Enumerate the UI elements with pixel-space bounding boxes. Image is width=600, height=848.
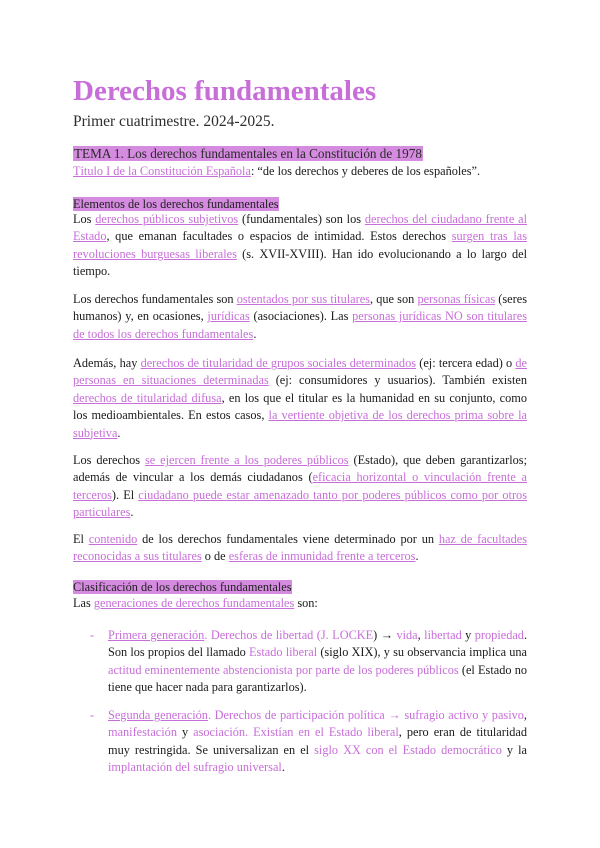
highlighted-term: surgen tras las revoluciones burguesas liberales <box>73 229 528 261</box>
tema-heading-text: TEMA 1. Los derechos fundamentales en la Constitución de 1978 <box>74 146 422 161</box>
text-run: (s. XVII-XVIII). Han ido evolucionando a lo largo del tiempo. <box>73 246 527 279</box>
text-run: de los derechos fundamentales viene determinado por un <box>137 532 439 546</box>
text-run: ) → <box>373 628 397 642</box>
emphasized-term: manifestación <box>108 725 177 740</box>
list-item-text <box>108 707 527 777</box>
emphasized-term: implantación del sufragio universal <box>108 760 282 775</box>
text-run: Los derechos fundamentales son <box>73 292 237 306</box>
emphasized-term: Estado liberal <box>249 645 318 660</box>
highlighted-term: Primera generación <box>108 628 205 642</box>
list-item <box>90 627 527 697</box>
document-subtitle: Primer cuatrimestre. 2024-2025. <box>73 113 275 130</box>
highlighted-term: haz de facultades reconocidas a sus titulares <box>73 532 527 564</box>
text-run: , en los que el titular es la humanidad en su conjunto, como los medioambientales. En estos casos, <box>73 390 527 423</box>
list-item-text <box>108 627 527 697</box>
text-run: (fundamentales) son los <box>238 212 365 226</box>
emphasized-term: propiedad <box>474 628 524 642</box>
text-run: Además, hay <box>73 356 141 370</box>
highlighted-term: derechos del ciudadano frente al Estado <box>73 212 528 244</box>
text-run: . Son los propios del llamado <box>108 628 528 660</box>
paragraph <box>73 452 527 522</box>
text-run: o de <box>201 549 229 564</box>
paragraph <box>73 211 527 281</box>
emphasized-term: asociación <box>193 725 246 740</box>
section-heading-clasificacion: Clasificación de los derechos fundamentales <box>73 580 292 594</box>
text-run: y la <box>501 742 527 757</box>
highlighted-term: ciudadano puede estar amenazado tanto por poderes públicos como por otros particulares <box>73 487 527 520</box>
emphasized-term: sufragio activo y pasivo <box>404 708 524 722</box>
titulo-link: Título I de la Constitución Española <box>73 164 251 178</box>
text-run: (seres humanos) y, en ocasiones, <box>73 292 527 324</box>
list-marker: - <box>90 628 95 642</box>
text-run: (el Estado no tiene que hacer nada para garantizarlos). <box>108 662 527 695</box>
emphasized-term: libertad <box>424 628 462 642</box>
emphasized-term: . Derechos de participación política → <box>207 708 405 722</box>
emphasized-term: actitud eminentemente abstencionista por parte de los poderes públicos <box>108 662 459 677</box>
text-run: Los <box>73 212 96 226</box>
emphasized-term: siglo XX con el Estado democrático <box>314 742 502 757</box>
list-marker: - <box>90 708 95 722</box>
highlighted-term: derechos de titularidad difusa <box>73 390 222 405</box>
text-run: . <box>117 425 121 440</box>
paragraph <box>73 531 527 566</box>
text-run: Los derechos <box>73 453 145 467</box>
highlighted-term: contenido <box>88 532 138 546</box>
highlighted-term: jurídicas <box>207 309 250 324</box>
text-run: , <box>523 708 527 722</box>
paragraph <box>73 291 527 343</box>
document-title: Derechos fundamentales <box>73 75 377 107</box>
text-run: , pero eran de titularidad muy restringida. Se universalizan en el <box>108 725 528 757</box>
text-run: , que son <box>369 292 418 306</box>
text-run: ). El <box>111 487 139 502</box>
text-run: . <box>281 760 285 775</box>
text-run: y <box>176 725 194 740</box>
paragraph <box>73 595 527 612</box>
highlighted-term: esferas de inmunidad frente a terceros <box>228 549 416 564</box>
titulo-text: : “de los derechos y deberes de los españoles”. <box>250 164 481 178</box>
paragraph <box>73 355 527 442</box>
text-run: son: <box>294 596 318 610</box>
section-heading-elementos: Elementos de los derechos fundamentales <box>73 197 279 211</box>
highlighted-term: Segunda generación <box>108 708 208 722</box>
highlighted-term: derechos de titularidad de grupos sociales determinados <box>140 356 417 370</box>
highlighted-term: generaciones de derechos fundamentales <box>93 596 295 610</box>
text-run: , <box>417 628 425 642</box>
emphasized-term: . Existían en el Estado liberal <box>245 725 399 740</box>
text-run: . <box>253 326 257 341</box>
text-run: (ej: tercera edad) o <box>416 356 516 370</box>
text-run: (ej: consumidores y usuarios). También existen <box>268 373 527 388</box>
text-run: . <box>130 505 134 520</box>
list-item <box>90 707 527 777</box>
emphasized-term: J. LOCKE <box>320 628 374 642</box>
highlighted-term: personas físicas <box>417 292 496 306</box>
text-run: (asociaciones). Las <box>249 309 353 324</box>
text-run: (siglo XIX), y su observancia implica una <box>317 645 528 660</box>
text-run: El <box>73 532 89 546</box>
text-run: Las <box>73 596 94 610</box>
highlighted-term: eficacia horizontal o vinculación frente a terceros <box>73 470 527 502</box>
text-run: . <box>415 549 419 564</box>
tema-heading <box>73 145 423 162</box>
highlighted-term: se ejercen frente a los poderes públicos <box>144 453 349 467</box>
highlighted-term: la vertiente objetiva de los derechos prima sobre la subjetiva <box>73 408 527 440</box>
highlighted-term: ostentados por sus titulares <box>236 292 370 306</box>
highlighted-term: personas jurídicas NO son titulares de todos los derechos fundamentales <box>73 309 527 341</box>
emphasized-term: vida <box>396 628 418 642</box>
emphasized-term: . Derechos de libertad ( <box>204 628 321 642</box>
highlighted-term: de personas en situaciones determinadas <box>73 356 528 388</box>
text-run: (Estado), que deben garantizarlos; además de vincular a los demás ciudadanos ( <box>73 453 527 485</box>
titulo-line <box>73 163 480 180</box>
highlighted-term: derechos públicos subjetivos <box>95 212 239 226</box>
text-run: , que emanan facultades o espacios de intimidad. Estos derechos <box>106 229 452 244</box>
text-run: y <box>461 628 475 642</box>
